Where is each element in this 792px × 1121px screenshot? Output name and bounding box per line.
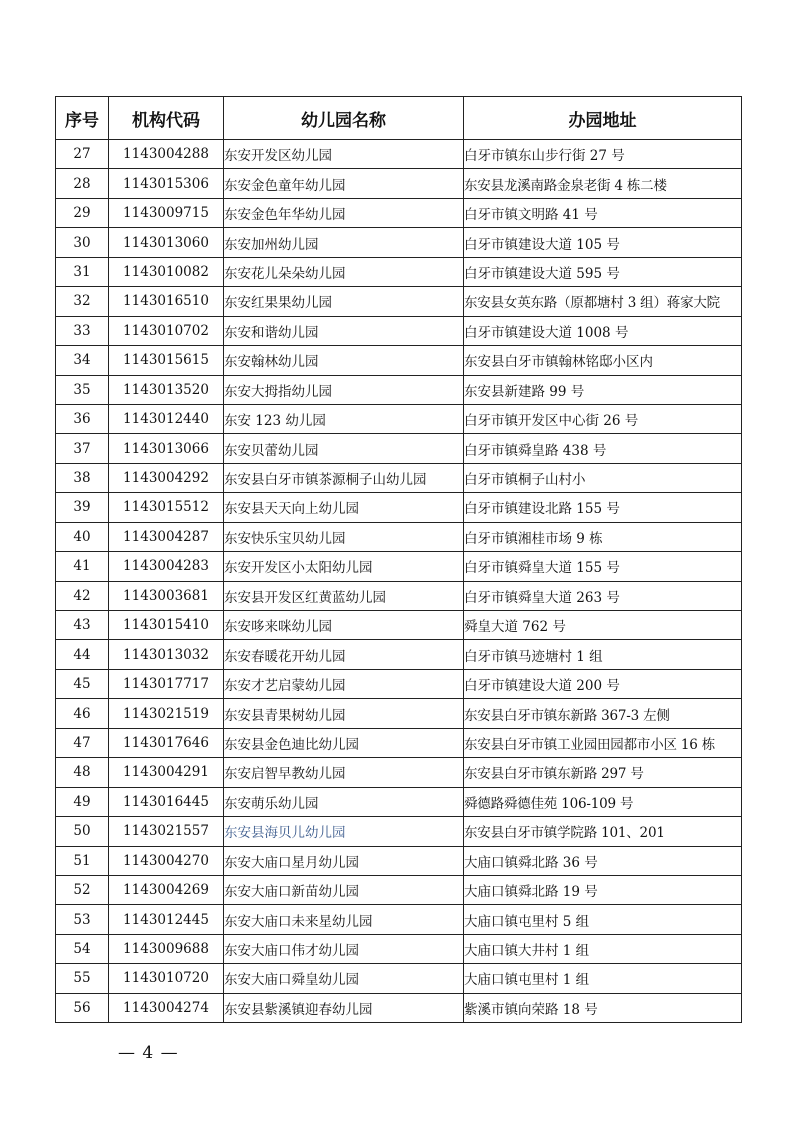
cell-address: 白牙市镇舜皇大道 263 号 (464, 581, 742, 610)
cell-address: 东安县新建路 99 号 (464, 375, 742, 404)
cell-address: 白牙市镇舜皇大道 155 号 (464, 552, 742, 581)
cell-address: 东安县女英东路（原都塘村 3 组）蒋家大院 (464, 287, 742, 316)
cell-code: 1143012445 (109, 905, 224, 934)
cell-seq: 56 (56, 993, 109, 1022)
cell-name: 东安县天天向上幼儿园 (224, 493, 464, 522)
table-row (56, 669, 742, 698)
cell-seq: 46 (56, 699, 109, 728)
cell-code: 1143004292 (109, 463, 224, 492)
table-row (56, 375, 742, 404)
cell-address: 大庙口镇大井村 1 组 (464, 934, 742, 963)
cell-name: 东安县金色迪比幼儿园 (224, 728, 464, 757)
cell-name: 东安哆来咪幼儿园 (224, 611, 464, 640)
table-row (56, 316, 742, 345)
cell-seq: 36 (56, 404, 109, 433)
cell-name: 东安大庙口未来星幼儿园 (224, 905, 464, 934)
cell-name: 东安花儿朵朵幼儿园 (224, 257, 464, 286)
header-code: 机构代码 (109, 97, 224, 140)
cell-seq: 34 (56, 346, 109, 375)
page-number: — 4 — (118, 1043, 179, 1063)
cell-code: 1143004291 (109, 758, 224, 787)
cell-seq: 39 (56, 493, 109, 522)
cell-seq: 32 (56, 287, 109, 316)
cell-name: 东安县青果树幼儿园 (224, 699, 464, 728)
table-row (56, 581, 742, 610)
table-row (56, 404, 742, 433)
cell-address: 东安县白牙市镇东新路 367-3 左侧 (464, 699, 742, 728)
table-row (56, 493, 742, 522)
table-body (56, 140, 742, 1023)
cell-code: 1143004269 (109, 875, 224, 904)
cell-code: 1143015306 (109, 169, 224, 198)
table-row (56, 846, 742, 875)
cell-seq: 54 (56, 934, 109, 963)
cell-address: 白牙市镇文明路 41 号 (464, 198, 742, 227)
kindergarten-table (55, 96, 742, 1023)
cell-name: 东安县开发区红黄蓝幼儿园 (224, 581, 464, 610)
cell-seq: 53 (56, 905, 109, 934)
cell-seq: 27 (56, 140, 109, 169)
table-row (56, 787, 742, 816)
cell-address: 白牙市镇开发区中心街 26 号 (464, 404, 742, 433)
cell-code: 1143004274 (109, 993, 224, 1022)
cell-name: 东安县紫溪镇迎春幼儿园 (224, 993, 464, 1022)
cell-code: 1143010720 (109, 964, 224, 993)
cell-address: 舜皇大道 762 号 (464, 611, 742, 640)
cell-address: 大庙口镇屯里村 5 组 (464, 905, 742, 934)
cell-code: 1143003681 (109, 581, 224, 610)
table-row (56, 758, 742, 787)
cell-name: 东安开发区幼儿园 (224, 140, 464, 169)
cell-seq: 42 (56, 581, 109, 610)
cell-seq: 33 (56, 316, 109, 345)
table-row (56, 346, 742, 375)
table-row (56, 257, 742, 286)
cell-address: 白牙市镇建设大道 595 号 (464, 257, 742, 286)
cell-seq: 47 (56, 728, 109, 757)
cell-seq: 31 (56, 257, 109, 286)
cell-code: 1143013066 (109, 434, 224, 463)
table-row (56, 198, 742, 227)
cell-name: 东安县白牙市镇茶源桐子山幼儿园 (224, 463, 464, 492)
cell-code: 1143004288 (109, 140, 224, 169)
table-row (56, 905, 742, 934)
table-row (56, 140, 742, 169)
cell-seq: 43 (56, 611, 109, 640)
cell-code: 1143015615 (109, 346, 224, 375)
table-row (56, 463, 742, 492)
table-row (56, 169, 742, 198)
cell-code: 1143010082 (109, 257, 224, 286)
cell-code: 1143012440 (109, 404, 224, 433)
cell-code: 1143015512 (109, 493, 224, 522)
cell-code: 1143010702 (109, 316, 224, 345)
cell-seq: 48 (56, 758, 109, 787)
cell-name: 东安才艺启蒙幼儿园 (224, 669, 464, 698)
cell-name: 东安启智早教幼儿园 (224, 758, 464, 787)
cell-name: 东安开发区小太阳幼儿园 (224, 552, 464, 581)
cell-name: 东安快乐宝贝幼儿园 (224, 522, 464, 551)
cell-code: 1143013060 (109, 228, 224, 257)
table-row (56, 552, 742, 581)
cell-name: 东安萌乐幼儿园 (224, 787, 464, 816)
cell-seq: 30 (56, 228, 109, 257)
cell-address: 白牙市镇建设大道 105 号 (464, 228, 742, 257)
cell-code: 1143017717 (109, 669, 224, 698)
cell-address: 白牙市镇马迹塘村 1 组 (464, 640, 742, 669)
cell-code: 1143004287 (109, 522, 224, 551)
cell-name: 东安春暖花开幼儿园 (224, 640, 464, 669)
table-row (56, 699, 742, 728)
cell-code: 1143004283 (109, 552, 224, 581)
cell-seq: 37 (56, 434, 109, 463)
table-row (56, 287, 742, 316)
cell-code: 1143009688 (109, 934, 224, 963)
table-row (56, 434, 742, 463)
cell-address: 白牙市镇建设大道 1008 号 (464, 316, 742, 345)
cell-name: 东安大庙口伟才幼儿园 (224, 934, 464, 963)
table-header-row (56, 97, 742, 140)
cell-name: 东安金色年华幼儿园 (224, 198, 464, 227)
cell-seq: 52 (56, 875, 109, 904)
cell-address: 白牙市镇舜皇路 438 号 (464, 434, 742, 463)
cell-name: 东安加州幼儿园 (224, 228, 464, 257)
cell-name: 东安翰林幼儿园 (224, 346, 464, 375)
cell-seq: 38 (56, 463, 109, 492)
cell-seq: 55 (56, 964, 109, 993)
cell-seq: 50 (56, 817, 109, 846)
table-row (56, 728, 742, 757)
cell-name: 东安大拇指幼儿园 (224, 375, 464, 404)
cell-address: 大庙口镇舜北路 36 号 (464, 846, 742, 875)
cell-code: 1143016510 (109, 287, 224, 316)
cell-seq: 51 (56, 846, 109, 875)
table-row (56, 522, 742, 551)
cell-seq: 41 (56, 552, 109, 581)
cell-address: 大庙口镇屯里村 1 组 (464, 964, 742, 993)
cell-code: 1143017646 (109, 728, 224, 757)
cell-seq: 49 (56, 787, 109, 816)
cell-code: 1143004270 (109, 846, 224, 875)
cell-address: 东安县白牙市镇学院路 101、201 (464, 817, 742, 846)
cell-name: 东安金色童年幼儿园 (224, 169, 464, 198)
table-row (56, 934, 742, 963)
cell-address: 东安县龙溪南路金泉老街 4 栋二楼 (464, 169, 742, 198)
table-row (56, 993, 742, 1022)
cell-name: 东安和谐幼儿园 (224, 316, 464, 345)
header-name: 幼儿园名称 (224, 97, 464, 140)
cell-address: 东安县白牙市镇工业园田园都市小区 16 栋 (464, 728, 742, 757)
cell-seq: 29 (56, 198, 109, 227)
table-row (56, 640, 742, 669)
cell-address: 白牙市镇桐子山村小 (464, 463, 742, 492)
cell-address: 白牙市镇建设大道 200 号 (464, 669, 742, 698)
table-row (56, 228, 742, 257)
cell-name: 东安红果果幼儿园 (224, 287, 464, 316)
cell-address: 大庙口镇舜北路 19 号 (464, 875, 742, 904)
cell-seq: 44 (56, 640, 109, 669)
cell-name: 东安大庙口新苗幼儿园 (224, 875, 464, 904)
cell-code: 1143013032 (109, 640, 224, 669)
cell-seq: 40 (56, 522, 109, 551)
cell-address: 白牙市镇湘桂市场 9 栋 (464, 522, 742, 551)
cell-address: 白牙市镇建设北路 155 号 (464, 493, 742, 522)
cell-code: 1143009715 (109, 198, 224, 227)
cell-address: 紫溪市镇向荣路 18 号 (464, 993, 742, 1022)
cell-address: 东安县白牙市镇翰林铭邸小区内 (464, 346, 742, 375)
cell-address: 东安县白牙市镇东新路 297 号 (464, 758, 742, 787)
cell-code: 1143016445 (109, 787, 224, 816)
cell-seq: 45 (56, 669, 109, 698)
cell-address: 白牙市镇东山步行街 27 号 (464, 140, 742, 169)
cell-code: 1143015410 (109, 611, 224, 640)
cell-seq: 28 (56, 169, 109, 198)
header-seq: 序号 (56, 97, 109, 140)
table-row (56, 611, 742, 640)
table-row (56, 817, 742, 846)
cell-name: 东安县海贝儿幼儿园 (224, 817, 464, 846)
table-row (56, 875, 742, 904)
cell-name: 东安大庙口星月幼儿园 (224, 846, 464, 875)
table-row (56, 964, 742, 993)
cell-name: 东安 123 幼儿园 (224, 404, 464, 433)
header-address: 办园地址 (464, 97, 742, 140)
cell-code: 1143021557 (109, 817, 224, 846)
cell-code: 1143013520 (109, 375, 224, 404)
cell-code: 1143021519 (109, 699, 224, 728)
cell-seq: 35 (56, 375, 109, 404)
cell-name: 东安大庙口舜皇幼儿园 (224, 964, 464, 993)
cell-name: 东安贝蕾幼儿园 (224, 434, 464, 463)
cell-address: 舜德路舜德佳苑 106-109 号 (464, 787, 742, 816)
